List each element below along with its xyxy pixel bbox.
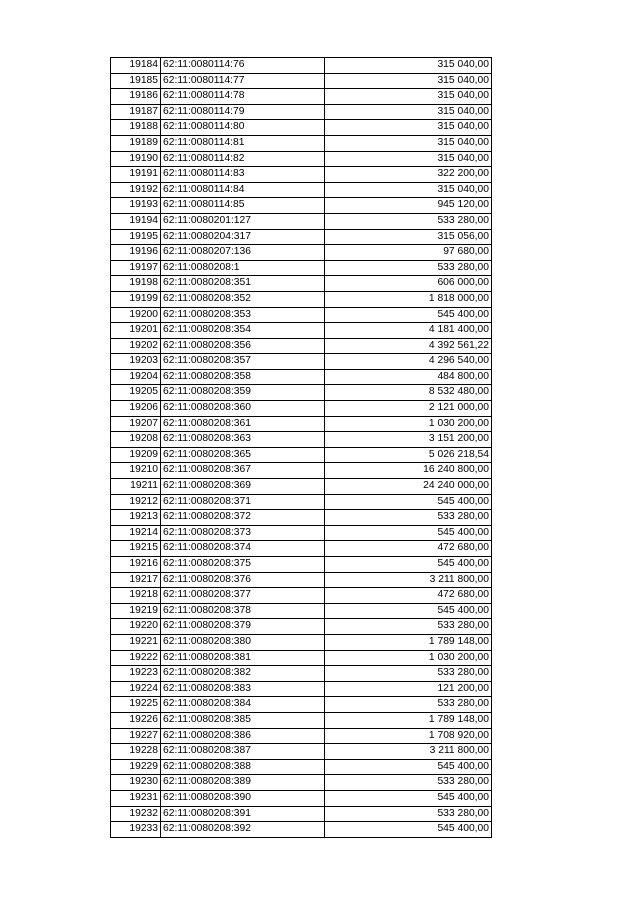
row-number-cell: 19210 — [111, 463, 161, 479]
table-row — [111, 510, 492, 526]
cadastral-value-cell: 4 181 400,00 — [325, 323, 492, 339]
cadastral-number-cell: 62:11:0080208:372 — [161, 510, 325, 526]
cadastral-number-cell: 62:11:0080208:371 — [161, 494, 325, 510]
table-row — [111, 338, 492, 354]
cadastral-value-cell: 545 400,00 — [325, 822, 492, 838]
cadastral-value-cell: 315 040,00 — [325, 182, 492, 198]
row-number-cell: 19199 — [111, 291, 161, 307]
cadastral-number-cell: 62:11:0080208:363 — [161, 432, 325, 448]
table-row — [111, 790, 492, 806]
cadastral-number-cell: 62:11:0080114:77 — [161, 73, 325, 89]
table-row — [111, 167, 492, 183]
cadastral-value-cell: 533 280,00 — [325, 775, 492, 791]
cadastral-value-cell: 315 040,00 — [325, 135, 492, 151]
row-number-cell: 19185 — [111, 73, 161, 89]
cadastral-number-cell: 62:11:0080208:392 — [161, 822, 325, 838]
cadastral-number-cell: 62:11:0080208:384 — [161, 697, 325, 713]
table-row — [111, 323, 492, 339]
table-row — [111, 697, 492, 713]
cadastral-number-cell: 62:11:0080208:351 — [161, 276, 325, 292]
table-row — [111, 307, 492, 323]
cadastral-value-cell: 545 400,00 — [325, 307, 492, 323]
row-number-cell: 19219 — [111, 603, 161, 619]
row-number-cell: 19195 — [111, 229, 161, 245]
cadastral-value-cell: 1 818 000,00 — [325, 291, 492, 307]
row-number-cell: 19217 — [111, 572, 161, 588]
cadastral-value-cell: 545 400,00 — [325, 790, 492, 806]
row-number-cell: 19188 — [111, 120, 161, 136]
cadastral-number-cell: 62:11:0080208:369 — [161, 479, 325, 495]
table-row — [111, 182, 492, 198]
row-number-cell: 19184 — [111, 58, 161, 74]
table-row — [111, 572, 492, 588]
row-number-cell: 19194 — [111, 213, 161, 229]
row-number-cell: 19186 — [111, 89, 161, 105]
row-number-cell: 19202 — [111, 338, 161, 354]
row-number-cell: 19190 — [111, 151, 161, 167]
cadastral-value-cell: 16 240 800,00 — [325, 463, 492, 479]
cadastral-number-cell: 62:11:0080208:359 — [161, 385, 325, 401]
table-row — [111, 432, 492, 448]
table-row — [111, 603, 492, 619]
table-row — [111, 479, 492, 495]
cadastral-value-cell: 315 040,00 — [325, 89, 492, 105]
table-row — [111, 369, 492, 385]
cadastral-number-cell: 62:11:0080204:317 — [161, 229, 325, 245]
cadastral-value-cell: 533 280,00 — [325, 213, 492, 229]
cadastral-number-cell: 62:11:0080208:381 — [161, 650, 325, 666]
cadastral-value-cell: 484 800,00 — [325, 369, 492, 385]
row-number-cell: 19221 — [111, 634, 161, 650]
row-number-cell: 19213 — [111, 510, 161, 526]
table-row — [111, 712, 492, 728]
cadastral-value-cell: 533 280,00 — [325, 806, 492, 822]
cadastral-value-cell: 5 026 218,54 — [325, 447, 492, 463]
cadastral-number-cell: 62:11:0080208:365 — [161, 447, 325, 463]
cadastral-number-cell: 62:11:0080208:358 — [161, 369, 325, 385]
table-row — [111, 104, 492, 120]
row-number-cell: 19233 — [111, 822, 161, 838]
table-row — [111, 822, 492, 838]
row-number-cell: 19197 — [111, 260, 161, 276]
cadastral-number-cell: 62:11:0080208:389 — [161, 775, 325, 791]
row-number-cell: 19209 — [111, 447, 161, 463]
cadastral-value-cell: 545 400,00 — [325, 494, 492, 510]
cadastral-number-cell: 62:11:0080208:383 — [161, 681, 325, 697]
row-number-cell: 19222 — [111, 650, 161, 666]
cadastral-value-cell: 4 296 540,00 — [325, 354, 492, 370]
table-row — [111, 619, 492, 635]
table-row — [111, 120, 492, 136]
cadastral-value-cell: 322 200,00 — [325, 167, 492, 183]
row-number-cell: 19225 — [111, 697, 161, 713]
row-number-cell: 19193 — [111, 198, 161, 214]
cadastral-value-cell: 315 040,00 — [325, 120, 492, 136]
table-row — [111, 588, 492, 604]
table-row — [111, 557, 492, 573]
cadastral-number-cell: 62:11:0080208:356 — [161, 338, 325, 354]
cadastral-number-cell: 62:11:0080114:85 — [161, 198, 325, 214]
cadastral-number-cell: 62:11:0080208:354 — [161, 323, 325, 339]
cadastral-value-table — [110, 57, 492, 838]
cadastral-value-cell: 1 708 920,00 — [325, 728, 492, 744]
document-page — [110, 57, 491, 838]
table-row — [111, 229, 492, 245]
cadastral-value-cell: 1 030 200,00 — [325, 650, 492, 666]
cadastral-value-cell: 24 240 000,00 — [325, 479, 492, 495]
cadastral-number-cell: 62:11:0080208:361 — [161, 416, 325, 432]
table-row — [111, 260, 492, 276]
row-number-cell: 19204 — [111, 369, 161, 385]
row-number-cell: 19228 — [111, 744, 161, 760]
cadastral-number-cell: 62:11:0080208:373 — [161, 525, 325, 541]
cadastral-value-cell: 533 280,00 — [325, 666, 492, 682]
table-row — [111, 245, 492, 261]
cadastral-value-cell: 4 392 561,22 — [325, 338, 492, 354]
cadastral-number-cell: 62:11:0080208:385 — [161, 712, 325, 728]
table-row — [111, 416, 492, 432]
row-number-cell: 19223 — [111, 666, 161, 682]
row-number-cell: 19224 — [111, 681, 161, 697]
cadastral-value-cell: 533 280,00 — [325, 260, 492, 276]
cadastral-number-cell: 62:11:0080114:82 — [161, 151, 325, 167]
row-number-cell: 19230 — [111, 775, 161, 791]
row-number-cell: 19218 — [111, 588, 161, 604]
table-row — [111, 135, 492, 151]
row-number-cell: 19196 — [111, 245, 161, 261]
cadastral-value-cell: 2 121 000,00 — [325, 401, 492, 417]
cadastral-value-cell: 533 280,00 — [325, 619, 492, 635]
cadastral-number-cell: 62:11:0080208:352 — [161, 291, 325, 307]
cadastral-number-cell: 62:11:0080208:357 — [161, 354, 325, 370]
row-number-cell: 19187 — [111, 104, 161, 120]
cadastral-value-cell: 8 532 480,00 — [325, 385, 492, 401]
row-number-cell: 19208 — [111, 432, 161, 448]
cadastral-number-cell: 62:11:0080201:127 — [161, 213, 325, 229]
row-number-cell: 19214 — [111, 525, 161, 541]
cadastral-number-cell: 62:11:0080208:387 — [161, 744, 325, 760]
table-row — [111, 759, 492, 775]
cadastral-number-cell: 62:11:0080114:81 — [161, 135, 325, 151]
table-row — [111, 276, 492, 292]
cadastral-value-cell: 945 120,00 — [325, 198, 492, 214]
cadastral-number-cell: 62:11:0080114:79 — [161, 104, 325, 120]
cadastral-number-cell: 62:11:0080208:380 — [161, 634, 325, 650]
row-number-cell: 19191 — [111, 167, 161, 183]
cadastral-number-cell: 62:11:0080208:379 — [161, 619, 325, 635]
row-number-cell: 19229 — [111, 759, 161, 775]
cadastral-number-cell: 62:11:0080208:390 — [161, 790, 325, 806]
table-body — [111, 58, 492, 838]
cadastral-value-cell: 315 040,00 — [325, 151, 492, 167]
cadastral-number-cell: 62:11:0080114:80 — [161, 120, 325, 136]
cadastral-number-cell: 62:11:0080208:386 — [161, 728, 325, 744]
cadastral-number-cell: 62:11:0080114:84 — [161, 182, 325, 198]
cadastral-number-cell: 62:11:0080208:378 — [161, 603, 325, 619]
table-row — [111, 58, 492, 74]
cadastral-value-cell: 545 400,00 — [325, 759, 492, 775]
table-row — [111, 666, 492, 682]
cadastral-value-cell: 121 200,00 — [325, 681, 492, 697]
cadastral-number-cell: 62:11:0080208:382 — [161, 666, 325, 682]
cadastral-value-cell: 3 211 800,00 — [325, 744, 492, 760]
cadastral-number-cell: 62:11:0080208:391 — [161, 806, 325, 822]
cadastral-number-cell: 62:11:0080208:360 — [161, 401, 325, 417]
row-number-cell: 19205 — [111, 385, 161, 401]
row-number-cell: 19198 — [111, 276, 161, 292]
cadastral-value-cell: 545 400,00 — [325, 557, 492, 573]
cadastral-value-cell: 315 040,00 — [325, 104, 492, 120]
cadastral-value-cell: 545 400,00 — [325, 603, 492, 619]
cadastral-value-cell: 315 056,00 — [325, 229, 492, 245]
table-row — [111, 525, 492, 541]
cadastral-number-cell: 62:11:0080208:353 — [161, 307, 325, 323]
row-number-cell: 19231 — [111, 790, 161, 806]
row-number-cell: 19220 — [111, 619, 161, 635]
row-number-cell: 19215 — [111, 541, 161, 557]
table-row — [111, 650, 492, 666]
table-row — [111, 775, 492, 791]
cadastral-number-cell: 62:11:0080207:136 — [161, 245, 325, 261]
row-number-cell: 19216 — [111, 557, 161, 573]
cadastral-number-cell: 62:11:0080208:374 — [161, 541, 325, 557]
cadastral-value-cell: 533 280,00 — [325, 510, 492, 526]
table-row — [111, 354, 492, 370]
table-row — [111, 494, 492, 510]
row-number-cell: 19207 — [111, 416, 161, 432]
cadastral-value-cell: 533 280,00 — [325, 697, 492, 713]
row-number-cell: 19203 — [111, 354, 161, 370]
table-row — [111, 73, 492, 89]
table-row — [111, 463, 492, 479]
cadastral-value-cell: 97 680,00 — [325, 245, 492, 261]
row-number-cell: 19232 — [111, 806, 161, 822]
row-number-cell: 19206 — [111, 401, 161, 417]
table-row — [111, 728, 492, 744]
table-row — [111, 291, 492, 307]
cadastral-value-cell: 315 040,00 — [325, 73, 492, 89]
table-row — [111, 213, 492, 229]
table-row — [111, 806, 492, 822]
table-row — [111, 744, 492, 760]
table-row — [111, 681, 492, 697]
cadastral-value-cell: 472 680,00 — [325, 541, 492, 557]
cadastral-number-cell: 62:11:0080208:367 — [161, 463, 325, 479]
cadastral-value-cell: 3 211 800,00 — [325, 572, 492, 588]
row-number-cell: 19192 — [111, 182, 161, 198]
row-number-cell: 19226 — [111, 712, 161, 728]
cadastral-number-cell: 62:11:0080208:388 — [161, 759, 325, 775]
cadastral-number-cell: 62:11:0080114:78 — [161, 89, 325, 105]
row-number-cell: 19212 — [111, 494, 161, 510]
table-row — [111, 151, 492, 167]
cadastral-value-cell: 315 040,00 — [325, 58, 492, 74]
table-row — [111, 401, 492, 417]
cadastral-value-cell: 472 680,00 — [325, 588, 492, 604]
table-row — [111, 198, 492, 214]
row-number-cell: 19211 — [111, 479, 161, 495]
row-number-cell: 19227 — [111, 728, 161, 744]
cadastral-number-cell: 62:11:0080208:376 — [161, 572, 325, 588]
cadastral-value-cell: 545 400,00 — [325, 525, 492, 541]
row-number-cell: 19200 — [111, 307, 161, 323]
cadastral-value-cell: 3 151 200,00 — [325, 432, 492, 448]
table-row — [111, 385, 492, 401]
table-row — [111, 541, 492, 557]
cadastral-value-cell: 1 789 148,00 — [325, 634, 492, 650]
cadastral-number-cell: 62:11:0080208:375 — [161, 557, 325, 573]
row-number-cell: 19201 — [111, 323, 161, 339]
cadastral-number-cell: 62:11:0080208:1 — [161, 260, 325, 276]
cadastral-number-cell: 62:11:0080114:76 — [161, 58, 325, 74]
cadastral-number-cell: 62:11:0080114:83 — [161, 167, 325, 183]
cadastral-number-cell: 62:11:0080208:377 — [161, 588, 325, 604]
cadastral-value-cell: 1 789 148,00 — [325, 712, 492, 728]
row-number-cell: 19189 — [111, 135, 161, 151]
table-row — [111, 447, 492, 463]
cadastral-value-cell: 606 000,00 — [325, 276, 492, 292]
table-row — [111, 89, 492, 105]
table-row — [111, 634, 492, 650]
cadastral-value-cell: 1 030 200,00 — [325, 416, 492, 432]
